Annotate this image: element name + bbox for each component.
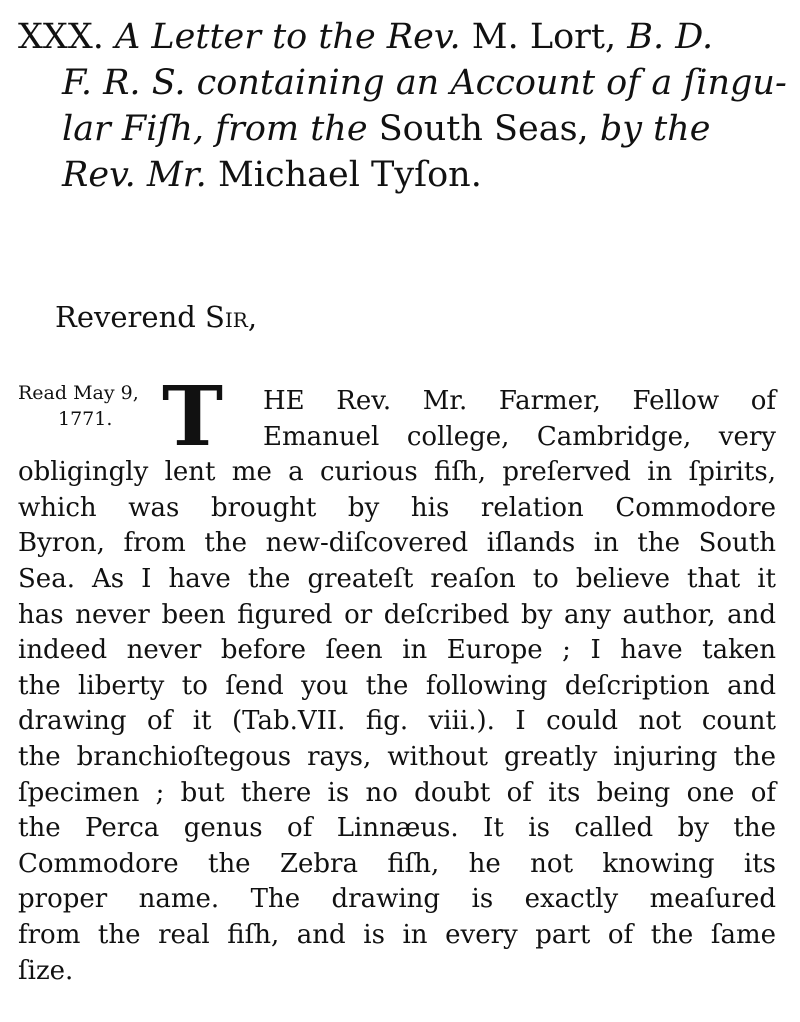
body-line: which was brought by his relation Commodore (18, 492, 776, 523)
body-line: ſpecimen ; but there is no doubt of its being one of (18, 777, 776, 808)
body-line: has never been figured or deſcribed by any author, and (18, 599, 776, 630)
title-line-2: F. R. S. containing an Account of a ſingu- (62, 63, 787, 103)
body-line: drawing of it (Tab.VII. fig. viii.). I could not count (18, 706, 776, 737)
salutation (55, 300, 257, 334)
author-title: Rev. Mr. (62, 155, 207, 195)
body-line: Emanuel college, Cambridge, very (263, 421, 776, 452)
recipient-name: M. Lort, (471, 17, 617, 57)
body-line: Sea. As I have the greateſt reaſon to believe that it (18, 563, 776, 594)
letter-body (18, 384, 776, 989)
body-line: obligingly lent me a curious fiſh, preſerved in ſpirits, (18, 457, 776, 488)
body-line: from the real fiſh, and is in every part of the ſame (18, 919, 776, 950)
body-line: the liberty to ſend you the following deſcription and (18, 670, 776, 701)
body-line: ſize. (18, 955, 74, 986)
salutation-comma: , (247, 300, 258, 334)
body-line: proper name. The drawing is exactly meaſured (18, 884, 776, 915)
article-number: XXX. (18, 17, 104, 57)
salutation-text: Reverend (55, 300, 206, 334)
article-title (18, 14, 788, 198)
body-line: HE Rev. Mr. Farmer, Fellow of (263, 386, 776, 416)
title-line-3 (18, 106, 788, 152)
title-line-4 (18, 152, 788, 198)
drop-cap: T (162, 369, 224, 465)
title-text: from the (215, 109, 368, 149)
recipient-degree: B. D. (627, 17, 714, 57)
read-year: 1771. (58, 408, 113, 430)
body-line: the branchioſtegous rays, without greatly injuring the (18, 741, 776, 772)
place-name: South Seas, (378, 109, 589, 149)
body-line: indeed never before ſeen in Europe ; I have taken (18, 635, 776, 666)
read-date: Read May 9, (18, 382, 139, 404)
body-line: Byron, from the new-diſcovered iſlands in the South (18, 528, 776, 559)
body-line: the Perca genus of Linnæus. It is called by the (18, 813, 776, 844)
salutation-sir: Sir (205, 300, 248, 334)
title-text: A Letter to the Rev. (115, 17, 461, 57)
title-line-1 (18, 14, 788, 60)
title-text: lar Fiſh, (62, 109, 205, 149)
author-name: Michael Tyſon. (217, 155, 482, 195)
body-line: Commodore the Zebra fiſh, he not knowing its (18, 848, 776, 879)
title-text: by the (599, 109, 711, 149)
